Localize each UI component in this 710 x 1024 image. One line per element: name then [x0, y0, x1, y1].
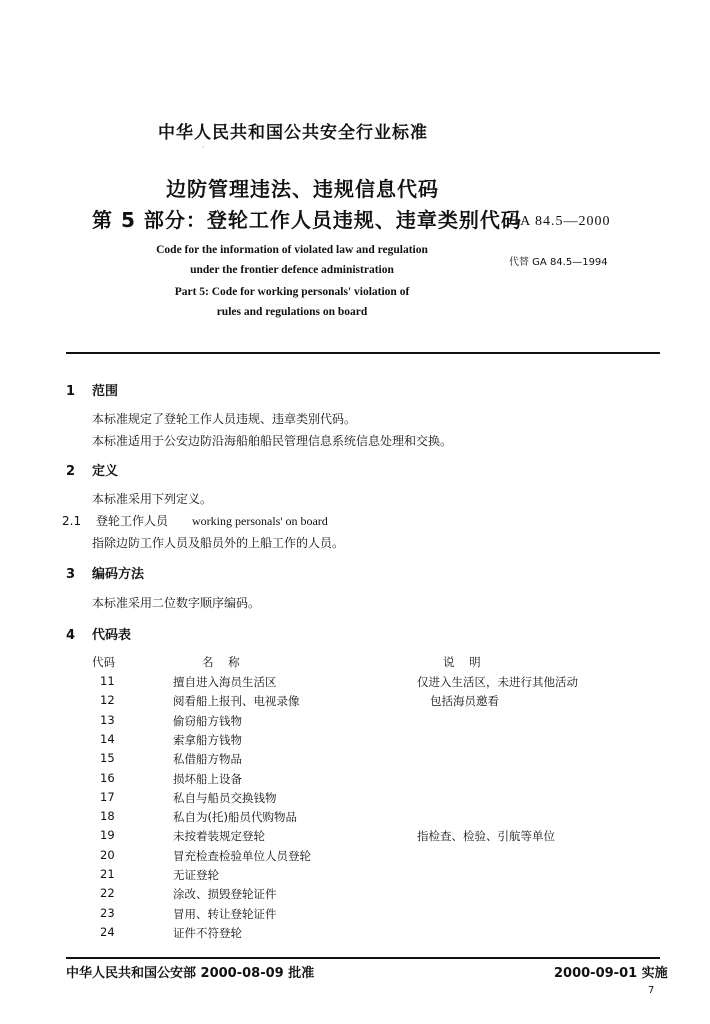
approval-line: 中华人民共和国公安部 2000-08-09 批准 — [66, 966, 315, 981]
table-row-name: 私借船方物品 — [173, 752, 242, 766]
table-row-code: 22 — [100, 886, 115, 900]
table-row-code: 12 — [100, 693, 115, 707]
table-row-name: 未按着装规定登轮 — [173, 829, 265, 843]
table-row-code: 15 — [100, 751, 115, 765]
page-number: 7 — [648, 985, 655, 996]
section-2-heading — [66, 460, 118, 479]
section-number: 4 — [66, 628, 76, 643]
section-3-text: 本标准采用二位数字顺序编码。 — [92, 596, 261, 610]
english-title-line: Part 5: Code for working personals' violation of — [174, 286, 410, 298]
table-row-code: 24 — [100, 925, 115, 939]
scan-speck: · — [202, 143, 205, 152]
column-header-note: 说 明 — [443, 655, 481, 669]
definition-text: 指除边防工作人员及船员外的上船工作的人员。 — [92, 536, 345, 550]
table-row-code: 20 — [100, 848, 115, 862]
table-row-code: 23 — [100, 906, 115, 920]
section-title: 编码方法 — [92, 567, 145, 582]
table-row-name: 阅看船上报刊、电视录像 — [173, 694, 300, 708]
section-4-heading — [66, 624, 131, 643]
section-2-text: 本标准采用下列定义。 — [92, 492, 213, 506]
definition-term-english: working personals' on board — [192, 514, 328, 528]
table-row-name: 冒充检查检验单位人员登轮 — [173, 849, 311, 863]
implementation-date: 2000-09-01 实施 — [554, 966, 668, 981]
document-title: 边防管理违法、违规信息代码 — [166, 177, 439, 201]
section-title: 范围 — [92, 384, 119, 399]
section-number: 3 — [66, 567, 76, 582]
table-row-name: 涂改、损毁登轮证件 — [173, 887, 277, 901]
table-row-name: 损坏船上设备 — [173, 772, 242, 786]
table-row-note: 仅进入生活区，未进行其他活动 — [417, 675, 578, 689]
english-title-line: rules and regulations on board — [216, 306, 368, 318]
standard-number: GA 84.5—2000 — [509, 214, 611, 229]
table-row-name: 擅自进入海员生活区 — [173, 675, 277, 689]
issuing-organization: 中华人民共和国公共安全行业标准 — [158, 123, 428, 143]
document-subtitle: 第 5 部分：登轮工作人员违规、违章类别代码 — [92, 208, 522, 232]
english-title-line: under the frontier defence administration — [190, 264, 394, 276]
section-title: 定义 — [92, 464, 119, 479]
table-row-name: 无证登轮 — [173, 868, 219, 882]
replaces-standard: 代替 GA 84.5—1994 — [509, 257, 608, 268]
table-row-name: 索拿船方钱物 — [173, 733, 242, 747]
table-row-name: 证件不符登轮 — [173, 926, 242, 940]
column-header-code: 代码 — [92, 655, 115, 669]
table-row-code: 11 — [100, 674, 115, 688]
table-row-code: 13 — [100, 713, 115, 727]
definition-term: 登轮工作人员 — [96, 514, 169, 528]
section-title: 代码表 — [92, 628, 132, 643]
table-row-note: 指检查、检验、引航等单位 — [417, 829, 555, 843]
table-row-code: 21 — [100, 867, 115, 881]
table-row-name: 私自为(托)船员代购物品 — [173, 810, 297, 824]
table-row-code: 16 — [100, 771, 115, 785]
footer-divider — [66, 957, 660, 959]
table-row-code: 14 — [100, 732, 115, 746]
english-title-line: Code for the information of violated law and regulation — [156, 244, 428, 256]
column-header-name: 名 称 — [202, 655, 240, 669]
header-divider — [66, 352, 660, 354]
section-1-text: 本标准适用于公安边防沿海船舶船民管理信息系统信息处理和交换。 — [92, 434, 453, 448]
table-row-code: 18 — [100, 809, 115, 823]
section-1-heading — [66, 380, 118, 399]
section-1-text: 本标准规定了登轮工作人员违规、违章类别代码。 — [92, 412, 357, 426]
table-row-note: 包括海员邀看 — [430, 694, 499, 708]
table-row-code: 17 — [100, 790, 115, 804]
table-row-name: 冒用、转让登轮证件 — [173, 907, 277, 921]
table-row-code: 19 — [100, 828, 115, 842]
section-number: 2 — [66, 464, 76, 479]
table-row-name: 偷窃船方钱物 — [173, 714, 242, 728]
definition-2-1 — [62, 512, 328, 529]
section-number: 1 — [66, 384, 76, 399]
section-3-heading — [66, 563, 144, 582]
definition-number: 2.1 — [62, 514, 82, 528]
table-row-name: 私自与船员交换钱物 — [173, 791, 277, 805]
